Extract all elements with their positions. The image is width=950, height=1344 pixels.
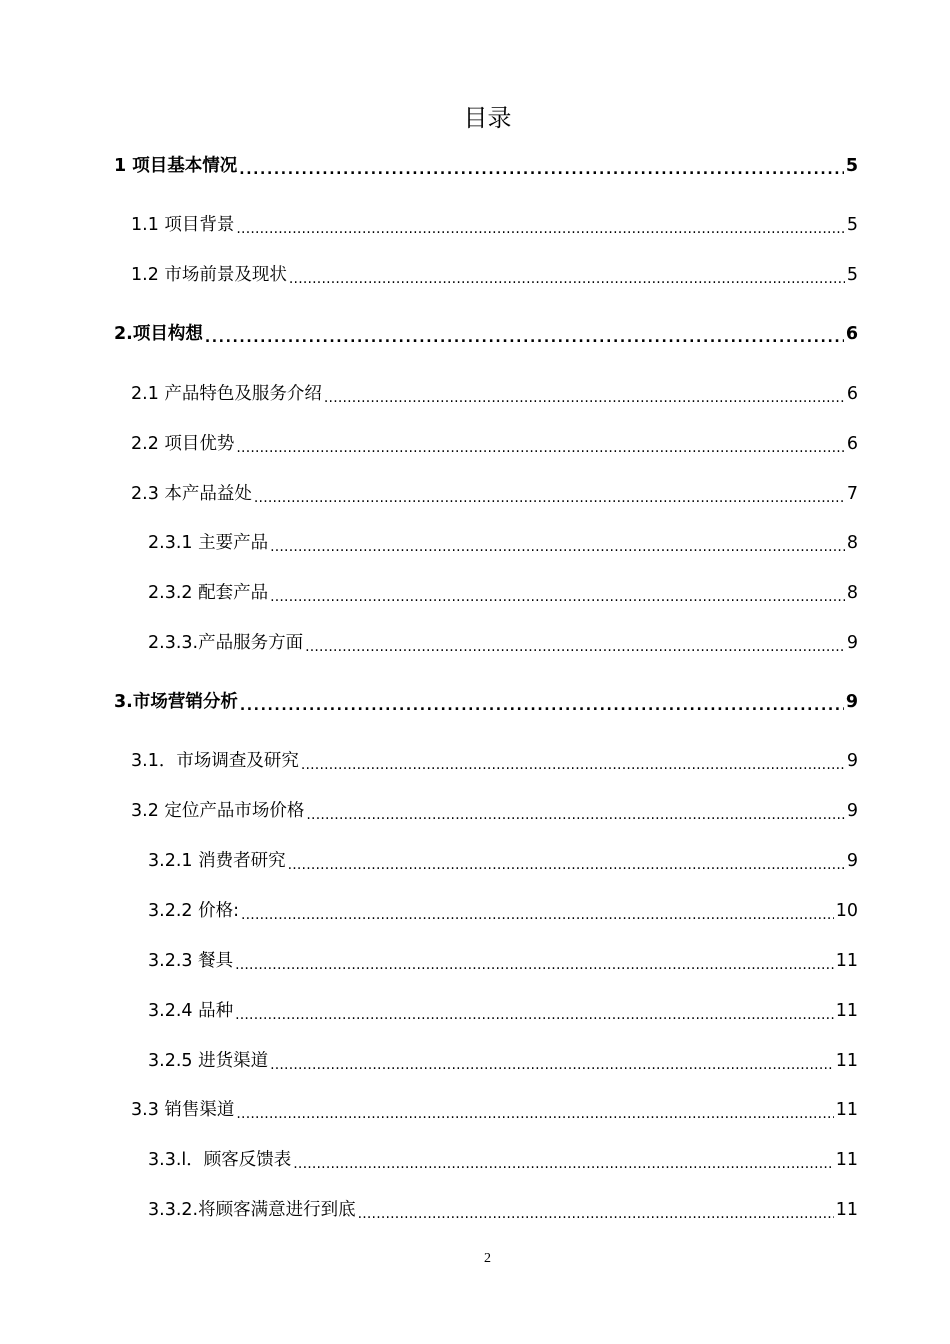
toc-entry[interactable] — [114, 150, 858, 178]
toc-entry-page: 11 — [835, 1100, 858, 1120]
toc-entry[interactable] — [148, 627, 858, 655]
toc-entry-label: 1.1 项目背景 — [131, 215, 235, 235]
dot-leader — [205, 326, 844, 346]
dot-leader — [324, 386, 845, 406]
dot-leader — [306, 803, 844, 823]
toc-entry-label: 2.项目构想 — [114, 324, 203, 344]
toc-entry[interactable] — [114, 686, 858, 714]
toc-entry-label: 2.2 项目优势 — [131, 434, 235, 454]
toc-entry-label: 3.2.1 消费者研究 — [148, 851, 286, 871]
dot-leader — [270, 1053, 834, 1073]
dot-leader — [270, 535, 845, 555]
toc-entry-label: 3.3.l．顾客反馈表 — [148, 1150, 292, 1170]
toc-entry[interactable] — [131, 378, 858, 406]
toc-entry-label: 3.市场营销分析 — [114, 692, 238, 712]
toc-entry-label: 3.2.5 进货渠道 — [148, 1051, 269, 1071]
toc-entry[interactable] — [148, 995, 858, 1023]
dot-leader — [236, 1102, 833, 1122]
toc-entry-label: 2.3 本产品益处 — [131, 484, 252, 504]
dot-leader — [254, 486, 845, 506]
toc-entry[interactable] — [114, 318, 858, 346]
dot-leader — [235, 1003, 834, 1023]
toc-entry-page: 9 — [846, 801, 858, 821]
toc-entry-page: 5 — [845, 156, 858, 176]
dot-leader — [358, 1202, 834, 1222]
toc-entry-label: 3.2.3 餐具 — [148, 951, 234, 971]
toc-entry[interactable] — [148, 1045, 858, 1073]
toc-entry-page: 9 — [845, 692, 858, 712]
dot-leader — [305, 635, 845, 655]
toc-entry[interactable] — [148, 845, 858, 873]
toc-entry[interactable] — [148, 527, 858, 555]
toc-entry[interactable] — [131, 745, 858, 773]
dot-leader — [241, 903, 834, 923]
dot-leader — [239, 158, 844, 178]
toc-entry-label: 2.3.3.产品服务方面 — [148, 633, 304, 653]
toc-entry-label: 1.2 市场前景及现状 — [131, 265, 287, 285]
toc-entry[interactable] — [131, 795, 858, 823]
toc-entry[interactable] — [131, 1094, 858, 1122]
dot-leader — [270, 585, 845, 605]
toc-entry-page: 11 — [835, 1200, 858, 1220]
dot-leader — [236, 436, 844, 456]
toc-entry[interactable] — [131, 428, 858, 456]
toc-entry-label: 3.2 定位产品市场价格 — [131, 801, 305, 821]
dot-leader — [289, 267, 845, 287]
toc-entry-label: 3.3 销售渠道 — [131, 1100, 235, 1120]
toc-entry-page: 9 — [846, 851, 858, 871]
toc-entry-page: 6 — [846, 384, 858, 404]
toc-entry[interactable] — [148, 945, 858, 973]
toc-entry-label: 3.2.2 价格: — [148, 901, 239, 921]
toc-entry-label: 2.1 产品特色及服务介绍 — [131, 384, 322, 404]
toc-entry-page: 6 — [846, 434, 858, 454]
toc-entry[interactable] — [131, 209, 858, 237]
toc-entry-page: 9 — [846, 633, 858, 653]
toc-entry-page: 5 — [846, 215, 858, 235]
toc-entry-page: 11 — [835, 1051, 858, 1071]
toc-entry-label: 1 项目基本情况 — [114, 156, 238, 176]
toc-entry[interactable] — [148, 895, 858, 923]
toc-title: 目录 — [463, 104, 512, 133]
toc-entry-page: 11 — [835, 1150, 858, 1170]
toc-entry[interactable] — [148, 1144, 858, 1172]
dot-leader — [293, 1152, 833, 1172]
dot-leader — [301, 753, 845, 773]
toc-entry[interactable] — [131, 478, 858, 506]
toc-entry-label: 3.2.4 品种 — [148, 1001, 234, 1021]
toc-entry-page: 8 — [846, 533, 858, 553]
toc-entry-page: 7 — [846, 484, 858, 504]
toc-entry-label: 2.3.1 主要产品 — [148, 533, 269, 553]
toc-entry[interactable] — [148, 577, 858, 605]
toc-entry[interactable] — [148, 1194, 858, 1222]
toc-entry-page: 8 — [846, 583, 858, 603]
toc-entry-page: 6 — [845, 324, 858, 344]
dot-leader — [236, 217, 844, 237]
toc-entry-page: 9 — [846, 751, 858, 771]
dot-leader — [288, 853, 845, 873]
toc-entry-label: 2.3.2 配套产品 — [148, 583, 269, 603]
toc-entry-page: 11 — [835, 951, 858, 971]
toc-entry-page: 5 — [846, 265, 858, 285]
toc-entry[interactable] — [131, 259, 858, 287]
toc-entry-page: 11 — [835, 1001, 858, 1021]
page-number: 2 — [484, 1251, 491, 1266]
toc-entry-label: 3.1．市场调查及研究 — [131, 751, 299, 771]
toc-entry-label: 3.3.2.将顾客满意进行到底 — [148, 1200, 356, 1220]
toc-entry-page: 10 — [835, 901, 858, 921]
dot-leader — [240, 694, 844, 714]
dot-leader — [235, 953, 834, 973]
